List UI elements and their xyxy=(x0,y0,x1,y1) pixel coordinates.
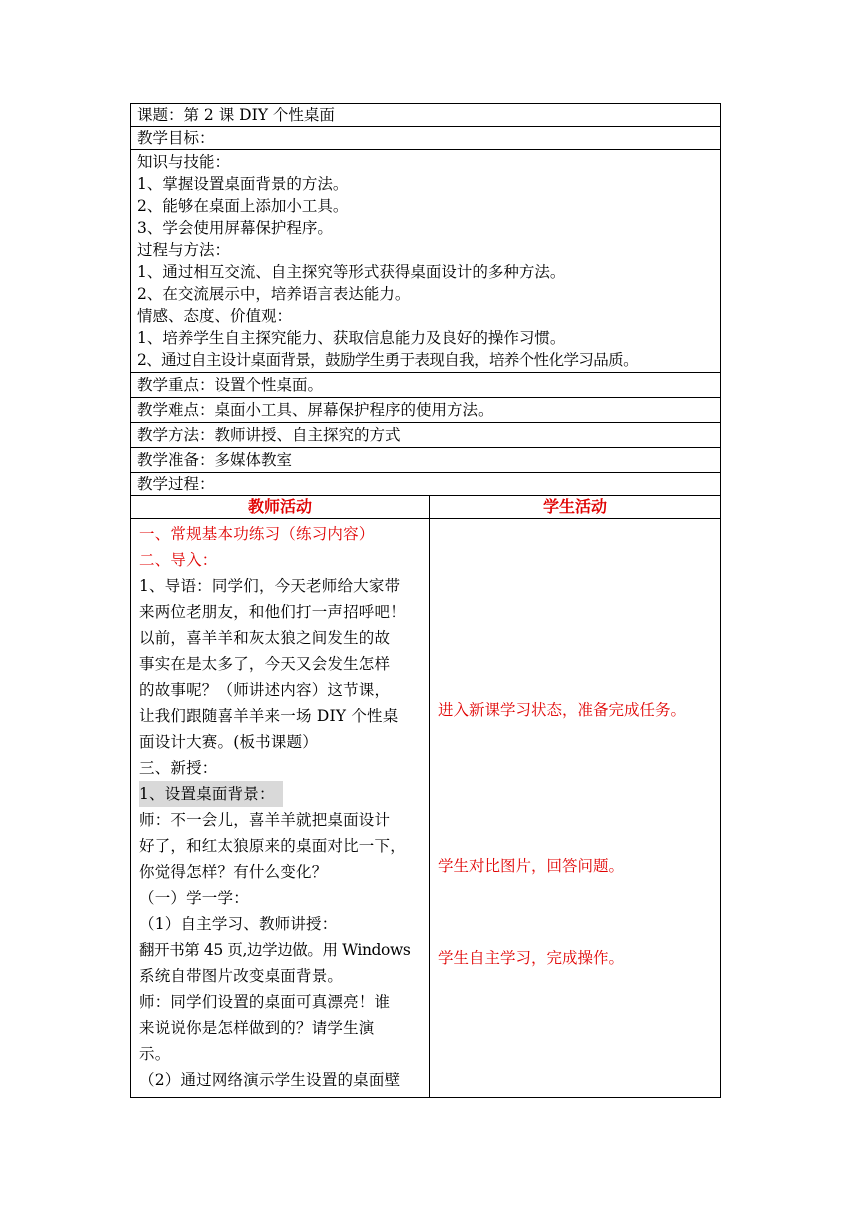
objective-line: 情感、态度、价值观： xyxy=(137,307,293,325)
teacher-line: 师：不一会儿，喜羊羊就把桌面设计 xyxy=(139,811,391,829)
objective-line: 2、通过自主设计桌面背景，鼓励学生勇于表现自我，培养个性化学习品质。 xyxy=(137,351,638,369)
teacher-line: 翻开书第 45 页,边学边做。用 Windows xyxy=(139,941,411,959)
objective-line: 2、能够在桌面上添加小工具。 xyxy=(137,197,349,215)
process-heading: 教学过程： xyxy=(131,473,721,496)
teacher-line: 来两位老朋友，和他们打一声招呼吧！ xyxy=(139,603,406,621)
teacher-activity-cell xyxy=(131,519,430,1098)
teacher-line: 你觉得怎样？有什么变化？ xyxy=(139,863,328,881)
teacher-line: 系统自带图片改变桌面背景。 xyxy=(139,967,344,985)
objective-line: 2、在交流展示中，培养语言表达能力。 xyxy=(137,285,411,303)
objectives-row xyxy=(131,150,721,373)
teacher-line: 的故事呢？（师讲述内容）这节课， xyxy=(139,681,391,699)
highlighted-subheading: 1、设置桌面背景： xyxy=(139,781,283,807)
objective-line: 1、掌握设置桌面背景的方法。 xyxy=(137,175,349,193)
method-row xyxy=(131,423,721,448)
teaching-method: 教学方法：教师讲授、自主探究的方式 xyxy=(131,423,721,448)
teacher-line: （1）自主学习、教师讲授： xyxy=(139,915,338,933)
teacher-line: 师：同学们设置的桌面可真漂亮！谁 xyxy=(139,993,391,1011)
key-point-row xyxy=(131,373,721,398)
objective-line: 知识与技能： xyxy=(137,153,231,171)
key-point: 教学重点：设置个性桌面。 xyxy=(131,373,721,398)
difficulty: 教学难点：桌面小工具、屏幕保护程序的使用方法。 xyxy=(131,398,721,423)
teacher-activity-header: 教师活动 xyxy=(131,496,430,519)
preparation-row xyxy=(131,448,721,473)
lesson-title: 课题：第 2 课 DIY 个性桌面 xyxy=(131,104,721,127)
student-note: 学生自主学习，完成操作。 xyxy=(438,949,625,967)
student-note: 进入新课学习状态，准备完成任务。 xyxy=(438,701,687,719)
teacher-line: 一、常规基本功练习（练习内容） xyxy=(139,525,375,543)
difficulty-row xyxy=(131,398,721,423)
teacher-line: 来说说你是怎样做到的？请学生演 xyxy=(139,1019,375,1037)
lesson-plan-table xyxy=(130,103,721,1098)
objectives-heading-row xyxy=(131,127,721,150)
process-heading-row xyxy=(131,473,721,496)
teacher-line: 面设计大赛。(板书课题） xyxy=(139,733,318,751)
objectives-cell xyxy=(131,150,721,373)
teacher-line-highlight xyxy=(139,781,423,807)
teacher-line: 让我们跟随喜羊羊来一场 DIY 个性桌 xyxy=(139,707,399,725)
objective-line: 1、培养学生自主探究能力、获取信息能力及良好的操作习惯。 xyxy=(137,329,566,347)
teacher-line: （一）学一学： xyxy=(139,889,249,907)
lesson-plan-sheet xyxy=(130,103,720,1098)
activity-body-row xyxy=(131,519,721,1098)
student-activity-cell xyxy=(430,519,721,1098)
teacher-line: 示。 xyxy=(139,1045,171,1063)
teacher-line: 以前，喜羊羊和灰太狼之间发生的故 xyxy=(139,629,391,647)
objective-line: 1、通过相互交流、自主探究等形式获得桌面设计的多种方法。 xyxy=(137,263,566,281)
teacher-line: 好了，和红太狼原来的桌面对比一下， xyxy=(139,837,406,855)
objective-line: 3、学会使用屏幕保护程序。 xyxy=(137,219,333,237)
teacher-line: （2）通过网络演示学生设置的桌面壁 xyxy=(139,1071,401,1089)
student-activity-header: 学生活动 xyxy=(430,496,721,519)
teacher-line: 事实在是太多了，今天又会发生怎样 xyxy=(139,655,391,673)
activity-header-row xyxy=(131,496,721,519)
objectives-heading: 教学目标： xyxy=(131,127,721,150)
teaching-preparation: 教学准备：多媒体教室 xyxy=(131,448,721,473)
teacher-line: 二、导入： xyxy=(139,551,218,569)
teacher-line: 三、新授： xyxy=(139,759,218,777)
title-row xyxy=(131,104,721,127)
teacher-line: 1、导语：同学们，今天老师给大家带 xyxy=(139,577,401,595)
objective-line: 过程与方法： xyxy=(137,241,231,259)
student-note: 学生对比图片，回答问题。 xyxy=(438,857,625,875)
